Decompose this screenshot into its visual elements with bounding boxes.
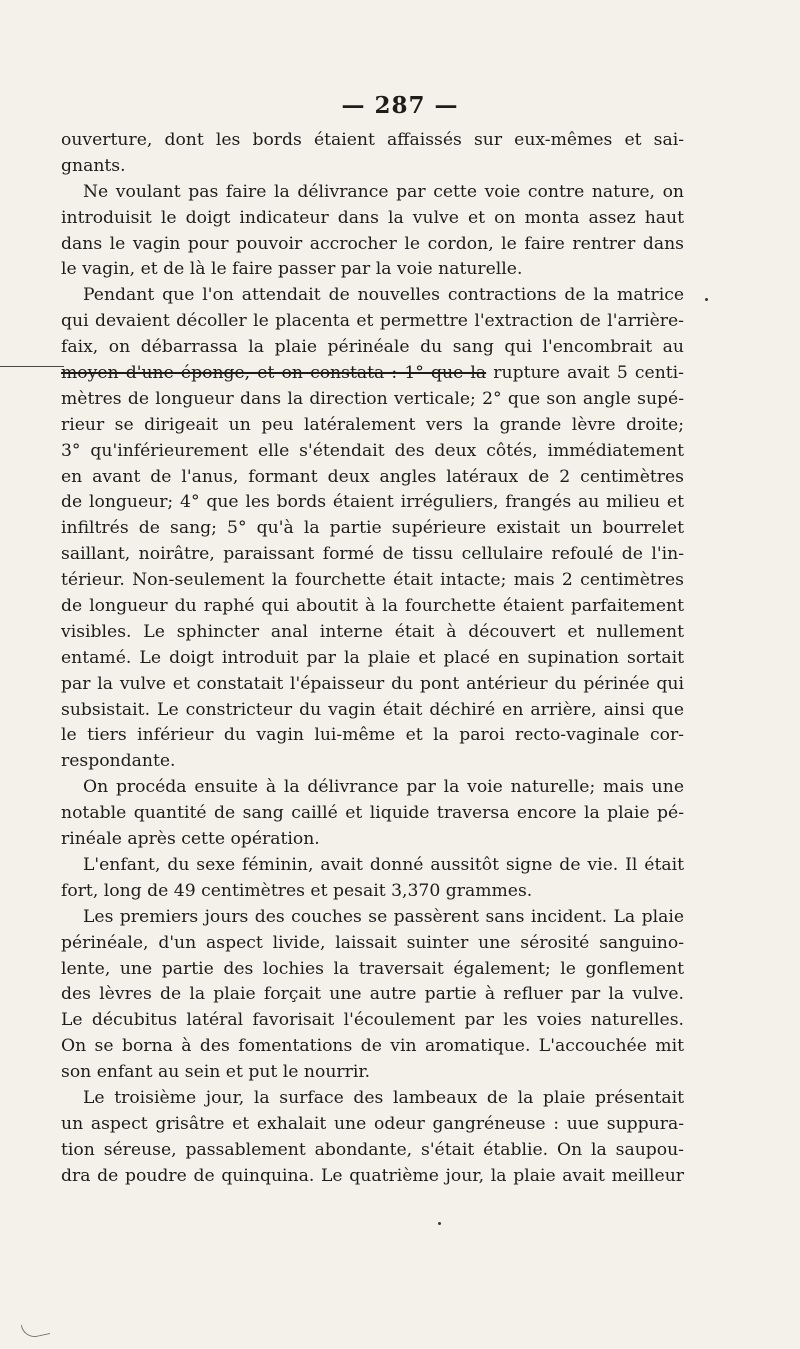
text-line: le tiers inférieur du vagin lui-même et la paroi recto-vaginale cor-	[61, 725, 684, 746]
text-line: introduisit le doigt indicateur dans la vulve et on monta assez haut	[61, 207, 684, 228]
margin-pencil-line	[0, 366, 64, 367]
text-line: le vagin, et de là le faire passer par la voie naturelle.	[61, 259, 523, 280]
text-line: ouverture, dont les bords étaient affaissés sur eux-mêmes et sai-	[61, 130, 684, 150]
text-line: rieur se dirigeait un peu latéralement vers la grande lèvre droite;	[61, 414, 684, 435]
text-line: par la vulve et constatait l'épaisseur du pont antérieur du périnée qui	[61, 673, 684, 694]
text-line: fort, long de 49 centimètres et pesait 3,370 grammes.	[61, 880, 533, 901]
text-line: un aspect grisâtre et exhalait une odeur gangréneuse : uue suppura-	[61, 1113, 684, 1134]
text-line	[61, 361, 684, 387]
text-line: Les premiers jours des couches se passèrent sans incident. La plaie	[83, 906, 684, 927]
text-line: des lèvres de la plaie forçait une autre partie à refluer par la vulve.	[61, 984, 684, 1005]
text-line: rinéale après cette opération.	[61, 829, 320, 850]
text-line: de longueur; 4° que les bords étaient irréguliers, frangés au milieu et	[61, 492, 684, 513]
text-line: 3° qu'inférieurement elle s'étendait des deux côtés, immédiatement	[61, 440, 684, 461]
text-line: saillant, noirâtre, paraissant formé de tissu cellulaire refoulé de l'in-	[61, 544, 684, 565]
text-line: dra de poudre de quinquina. Le quatrième jour, la plaie avait meilleur	[61, 1165, 684, 1186]
paper-speck	[438, 1222, 441, 1225]
text-line: Ne voulant pas faire la délivrance par cette voie contre nature, on	[83, 181, 684, 202]
text-segment: rupture avait 5 centi-	[486, 363, 684, 384]
text-line: Pendant que l'on attendait de nouvelles contractions de la matrice	[83, 285, 684, 306]
struck-text-segment: moyen d'une éponge, et on constata : 1° que la	[61, 363, 487, 384]
text-line: dans le vagin pour pouvoir accrocher le cordon, le faire rentrer dans	[61, 233, 684, 254]
text-line: respondante.	[61, 751, 176, 772]
text-line: qui devaient décoller le placenta et permettre l'extraction de l'arrière-	[61, 311, 684, 332]
page-number: — 287 —	[341, 92, 459, 119]
text-line: tion séreuse, passablement abondante, s'était établie. On la saupou-	[61, 1139, 684, 1160]
pencil-mark	[21, 1319, 51, 1339]
text-line: entamé. Le doigt introduit par la plaie et placé en supination sortait	[61, 647, 684, 668]
text-line: mètres de longueur dans la direction verticale; 2° que son angle supé-	[61, 388, 684, 409]
paper-speck	[705, 298, 708, 301]
text-line: gnants.	[61, 155, 126, 176]
text-line: son enfant au sein et put le nourrir.	[61, 1062, 371, 1083]
text-line: Le décubitus latéral favorisait l'écoulement par les voies naturelles.	[61, 1010, 684, 1031]
text-line: On procéda ensuite à la délivrance par la voie naturelle; mais une	[83, 777, 684, 798]
text-line: visibles. Le sphincter anal interne était à découvert et nullement	[61, 621, 684, 642]
text-line: en avant de l'anus, formant deux angles latéraux de 2 centimètres	[61, 466, 684, 487]
text-line: L'enfant, du sexe féminin, avait donné aussitôt signe de vie. Il était	[83, 854, 684, 875]
text-line: de longueur du raphé qui aboutit à la fourchette étaient parfaitement	[61, 596, 684, 617]
text-line: Le troisième jour, la surface des lambeaux de la plaie présentait	[83, 1087, 684, 1108]
text-line: faix, on débarrassa la plaie périnéale du sang qui l'encombrait au	[61, 337, 684, 358]
text-line: subsistait. Le constricteur du vagin était déchiré en arrière, ainsi que	[61, 699, 684, 720]
text-line: On se borna à des fomentations de vin aromatique. L'accouchée mit	[61, 1036, 684, 1057]
body-text	[61, 128, 684, 1190]
text-line: lente, une partie des lochies la traversait également; le gonflement	[61, 958, 684, 979]
text-line: térieur. Non-seulement la fourchette était intacte; mais 2 centimètres	[61, 570, 684, 591]
text-line: infiltrés de sang; 5° qu'à la partie supérieure existait un bourrelet	[61, 518, 684, 539]
text-line: notable quantité de sang caillé et liquide traversa encore la plaie pé-	[61, 803, 684, 824]
text-line: périnéale, d'un aspect livide, laissait suinter une sérosité sanguino-	[61, 932, 684, 953]
